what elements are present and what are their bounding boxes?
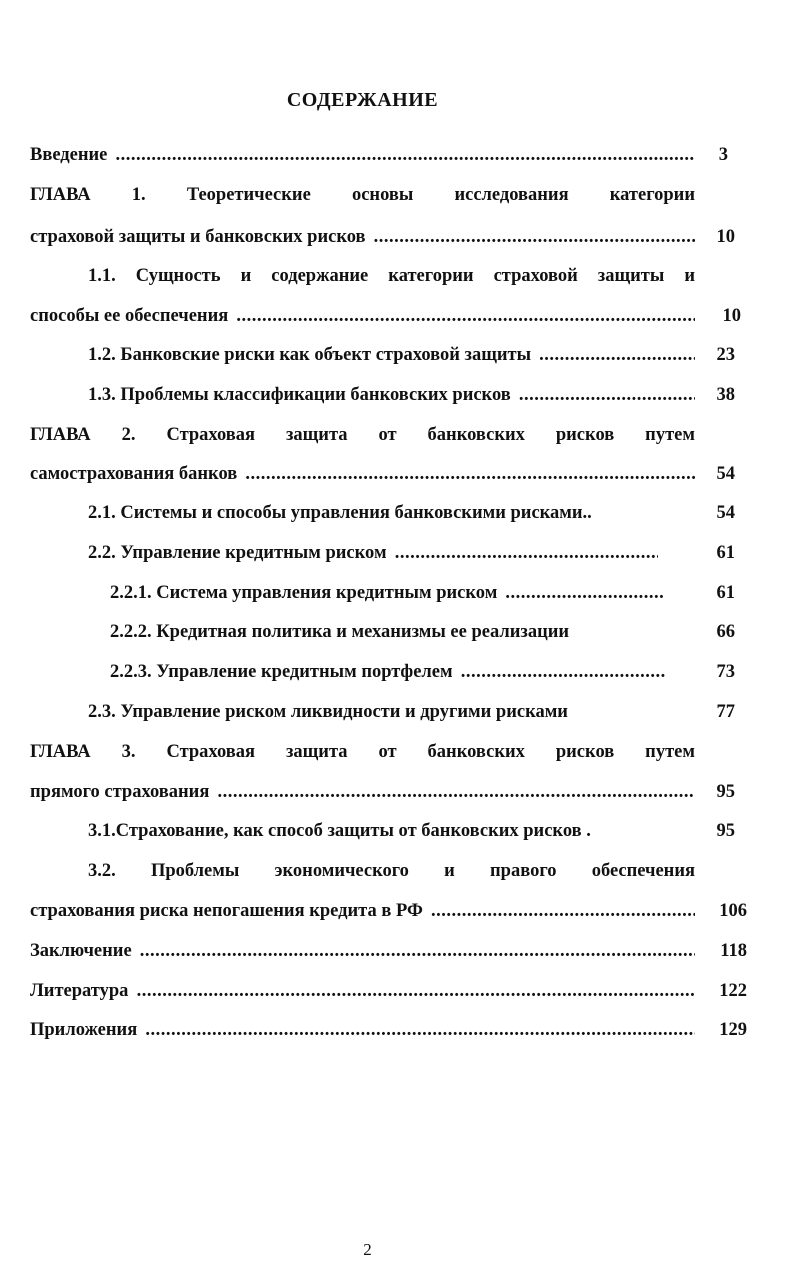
toc-entry-label: Заключение (30, 941, 135, 961)
toc-entry-page: 95 (716, 821, 735, 841)
toc-entry-2-2-1[interactable] (110, 583, 745, 609)
toc-entry-label: 2.2. Управление кредитным риском (88, 543, 390, 563)
toc-entry-page: 54 (716, 503, 735, 523)
toc-entry-page: 23 (716, 345, 735, 365)
toc-entry-chapter-1[interactable] (30, 227, 745, 253)
toc-section-1-1-title[interactable]: 1.1. Сущность и содержание категории страховой защиты и (88, 266, 695, 286)
toc-entry-label: страхования риска непогашения кредита в РФ (30, 901, 426, 921)
toc-entry-label: 1.3. Проблемы классификации банковских рисков (88, 385, 514, 405)
toc-entry-label: 2.2.2. Кредитная политика и механизмы ее реализации (110, 622, 572, 642)
toc-entry-label: 2.2.1. Система управления кредитным риском (110, 583, 500, 603)
toc-entry-page: 54 (716, 464, 735, 484)
toc-entry-page: 77 (716, 702, 735, 722)
toc-section-3-2-title[interactable]: 3.2. Проблемы экономического и правого обеспечения (88, 861, 695, 881)
toc-entry-page: 38 (716, 385, 735, 405)
toc-entry-1-1[interactable] (30, 306, 745, 332)
toc-entry-chapter-3[interactable] (30, 782, 745, 808)
toc-entry-3-2[interactable] (30, 901, 745, 927)
toc-entry-chapter-2[interactable] (30, 464, 745, 490)
toc-chapter-3-title[interactable]: ГЛАВА 3. Страховая защита от банковских рисков путем (30, 742, 695, 762)
toc-entry-2-2-2[interactable] (110, 622, 745, 648)
toc-entry-page: 118 (720, 941, 747, 961)
toc-entry-label: Введение (30, 145, 110, 165)
toc-entry-conclusion[interactable] (30, 941, 745, 967)
toc-entry-2-3[interactable] (88, 702, 745, 728)
toc-entry-label: 3.1.Страхование, как способ защиты от банковских рисков . (88, 821, 594, 841)
toc-entry-label: 2.2.3. Управление кредитным портфелем (110, 662, 456, 682)
toc-entry-page: 3 (718, 145, 728, 165)
toc-entry-page: 61 (716, 583, 735, 603)
toc-entry-label: 2.3. Управление риском ликвидности и другими рисками (88, 702, 571, 722)
toc-entry-page: 95 (716, 782, 735, 802)
toc-entry-2-2[interactable] (88, 543, 745, 569)
toc-entry-introduction[interactable] (30, 145, 745, 171)
toc-entry-label: 2.1. Системы и способы управления банковскими рисками.. (88, 503, 595, 523)
toc-entry-appendices[interactable] (30, 1020, 745, 1046)
toc-entry-page: 61 (716, 543, 735, 563)
toc-entry-page: 129 (719, 1020, 747, 1040)
toc-entry-label: страховой защиты и банковских рисков (30, 227, 369, 247)
toc-entry-label: Приложения (30, 1020, 140, 1040)
toc-entry-page: 122 (719, 981, 747, 1001)
toc-entry-page: 10 (716, 227, 735, 247)
toc-entry-2-2-3[interactable] (110, 662, 745, 688)
toc-entry-1-3[interactable] (88, 385, 745, 411)
toc-chapter-2-title[interactable]: ГЛАВА 2. Страховая защита от банковских рисков путем (30, 425, 695, 445)
toc-entry-label: Литература (30, 981, 131, 1001)
toc-entry-label: способы ее обеспечения (30, 306, 231, 326)
toc-entry-page: 106 (719, 901, 747, 921)
toc-entry-label: прямого страхования (30, 782, 212, 802)
toc-entry-page: 66 (716, 622, 735, 642)
toc-entry-page: 10 (722, 306, 741, 326)
toc-entry-label: самострахования банков (30, 464, 240, 484)
toc-entry-3-1[interactable] (88, 821, 745, 847)
toc-entry-page: 73 (716, 662, 735, 682)
toc-entry-1-2[interactable] (88, 345, 745, 371)
page-title: СОДЕРЖАНИЕ (286, 89, 439, 111)
toc-entry-label: 1.2. Банковские риски как объект страховой защиты (88, 345, 534, 365)
toc-entry-literature[interactable] (30, 981, 745, 1007)
toc-chapter-1-title[interactable]: ГЛАВА 1. Теоретические основы исследования категории (30, 185, 695, 205)
page-number: 2 (363, 1240, 372, 1259)
toc-entry-2-1[interactable] (88, 503, 745, 529)
